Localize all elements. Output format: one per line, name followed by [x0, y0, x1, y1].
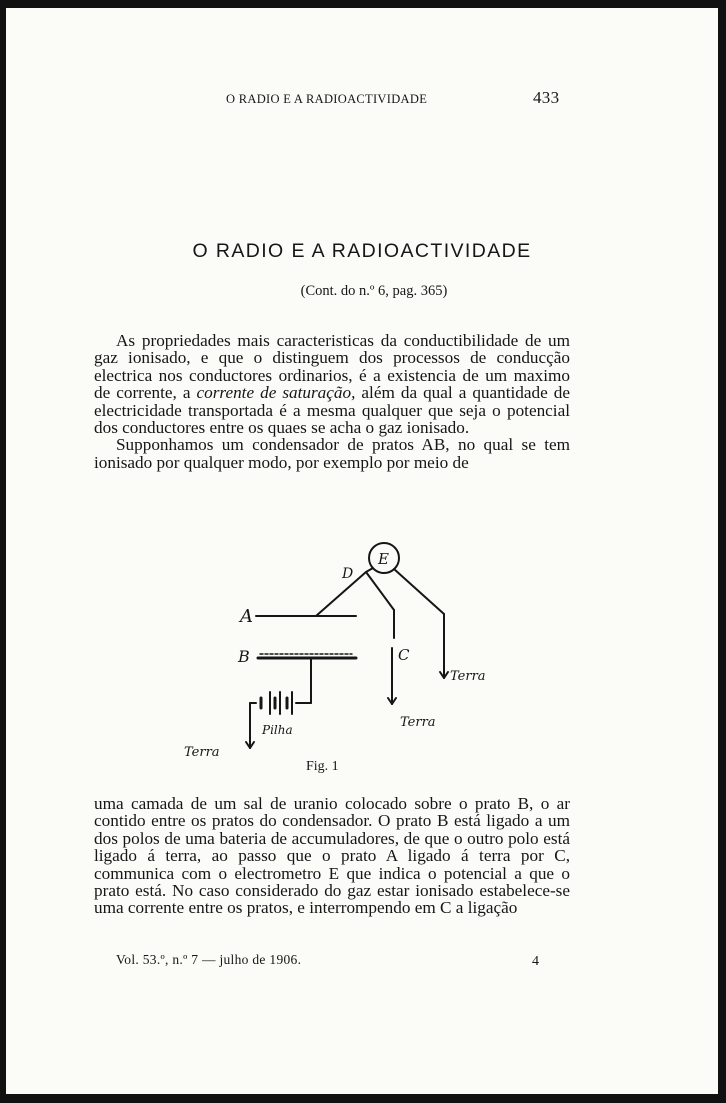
wire-a-to-d	[316, 572, 366, 616]
paragraph-text: além da qual a quantidade de electricidade transportada é a mesma qualquer que seja o potencial dos conductores entre os quaes se acha o gaz ionisado.	[94, 383, 570, 438]
paragraph-saturation-current	[94, 332, 570, 436]
wire-d-to-c	[366, 572, 394, 610]
continuation-note: (Cont. do n.º 6, pag. 365)	[300, 283, 448, 299]
document-page	[6, 8, 718, 1094]
label-terra-right: Terra	[450, 669, 486, 684]
label-e: E	[378, 550, 389, 568]
italic-term: corrente de saturação,	[196, 383, 356, 403]
page-number: 433	[533, 88, 560, 107]
running-title: O RADIO E A RADIOACTIVIDADE	[226, 92, 428, 106]
paragraph-uranium-layer: uma camada de um sal de uranio colocado sobre o prato B, o ar contido entre os pratos do condensador. O prato B está ligado a um dos polos de uma bateria de accumuladores, de que o outro polo está ligado á terra, ao passo que o prato A ligado á terra por C, communica com o electrometro E que indica o potencial a que o prato está. No caso considerado do gaz estar ionisado estabelece-se uma corrente entre os pratos, e interrompendo em C a ligação	[94, 794, 570, 918]
article-title: O RADIO E A RADIOACTIVIDADE	[192, 240, 532, 262]
label-a: A	[240, 606, 253, 627]
figure-1-condenser-diagram	[166, 528, 506, 778]
label-terra-middle: Terra	[400, 715, 436, 730]
wire-d-to-e	[366, 568, 373, 572]
paragraph-text: As propriedades mais caracteristicas da conductibilidade de um gaz ionisado, e que o distinguem dos processos de conducção electrica nos conductores ordinarios, é a existencia de um maximo de corrente, a	[94, 331, 570, 403]
paragraph-condenser: Supponhamos um condensador de pratos AB, no qual se tem ionisado por qualquer modo, por exemplo por meio de	[94, 435, 570, 472]
label-b: B	[238, 647, 250, 666]
label-terra-left: Terra	[184, 745, 220, 760]
sheet-signature: 4	[532, 954, 539, 969]
body-text-bottom	[94, 795, 570, 917]
body-text-top	[94, 332, 570, 471]
volume-line: Vol. 53.º, n.º 7 — julho de 1906.	[116, 952, 302, 967]
circuit-diagram	[166, 528, 506, 778]
label-pilha: Pilha	[262, 723, 293, 737]
label-d: D	[342, 566, 354, 582]
wire-e-to-terra	[394, 569, 444, 614]
label-c: C	[398, 646, 410, 664]
figure-caption: Fig. 1	[306, 759, 339, 774]
